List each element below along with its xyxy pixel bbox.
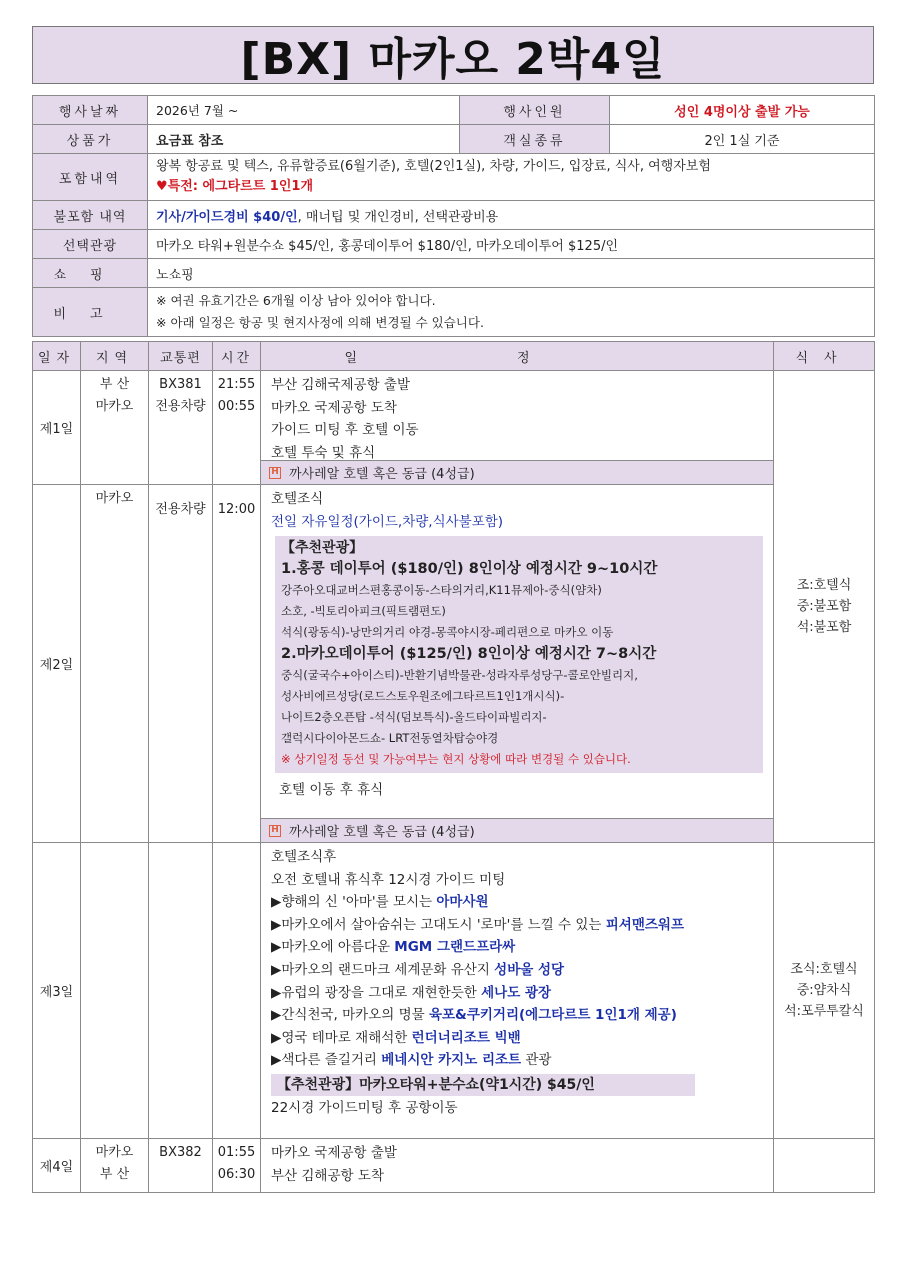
day2-tour2-title: 2.마카오데이투어 ($125/인) 8인이상 예정시간 7~8시간 [281, 646, 657, 662]
info-table [32, 95, 875, 337]
day1-time-1: 21:55 [217, 377, 256, 392]
header-meal: 식사 [774, 342, 875, 371]
header-day: 일자 [33, 342, 81, 371]
day4-region-1: 마카오 [95, 1145, 134, 1160]
day3-label: 제3일 [33, 843, 81, 1139]
event-date-label: 행사날짜 [33, 96, 148, 125]
day4-time-1: 01:55 [217, 1145, 256, 1160]
day3-item-6: ▶간식천국, 마카오의 명물 육포&쿠키거리(에그타르트 1인1개 제공) [271, 1007, 677, 1024]
day1-line-2: 마카오 국제공항 도착 [271, 399, 397, 416]
optional-label: 선택관광 [33, 230, 148, 259]
day1-row [33, 371, 875, 485]
excluded-fee: 기사/가이드경비 $40/인 [156, 209, 298, 225]
day2-meal-dinner: 석:불포함 [796, 620, 852, 635]
day3-item-8: ▶색다른 즐길거리 베네시안 카지노 리조트 관광 [271, 1052, 552, 1069]
excluded-rest: , 매너팁 및 개인경비, 선택관광비용 [297, 209, 499, 225]
room-type: 2인 1실 기준 [610, 125, 875, 154]
excluded-label: 불포함 내역 [33, 201, 148, 230]
day2-hotel: 까사레알 호텔 혹은 동급 (4성급) [289, 825, 475, 840]
note-schedule-change: ※ 아래 일정은 항공 및 현지사정에 의해 변경될 수 있습니다. [156, 315, 484, 330]
optional-tours: 마카오 타워+원분수쇼 $45/인, 홍콩데이투어 $180/인, 마카오데이투어 $125/인 [148, 230, 875, 259]
room-label: 객실종류 [460, 125, 610, 154]
day2-meal-lunch: 중:불포함 [796, 599, 852, 614]
day2-line-1: 호텔조식 [271, 491, 324, 507]
day2-tour1-line-2: 소호, -빅토리아피크(픽트램편도) [281, 604, 446, 618]
day4-line-2: 부산 김해공항 도착 [271, 1167, 384, 1184]
day3-line-3: 22시경 가이드미팅 후 공항이동 [271, 1099, 458, 1116]
day4-line-1: 마카오 국제공항 출발 [271, 1145, 397, 1161]
header-time: 시간 [213, 342, 261, 371]
day1-hotel-bar [261, 460, 773, 484]
price-label: 상품가 [33, 125, 148, 154]
note-passport: ※ 여권 유효기간은 6개월 이상 남아 있어야 합니다. [156, 293, 436, 308]
day1-hotel: 까사레알 호텔 혹은 동급 (4성급) [289, 467, 475, 482]
page-title: [BX] 마카오 2박4일 [32, 26, 874, 84]
day3-item-1: ▶향해의 신 '아마'를 모시는 아마사원 [271, 894, 489, 911]
header-transport: 교통편 [149, 342, 213, 371]
day1-label: 제1일 [33, 371, 81, 485]
day1-flight: BX381 [159, 377, 202, 392]
day1-region-2: 마카오 [95, 399, 134, 414]
day2-region: 마카오 [95, 491, 134, 506]
day2-tour1-title: 1.홍콩 데이투어 ($180/인) 8인이상 예정시간 9~10시간 [281, 561, 658, 577]
day1-line-1: 부산 김해국제공항 출발 [271, 377, 410, 393]
day3-row [33, 843, 875, 1139]
day3-recommended: 【추천관광】마카오타워+분수쇼(약1시간) $45/인 [271, 1074, 695, 1096]
hotel-icon: H [269, 467, 281, 479]
shopping: 노쇼핑 [148, 259, 875, 288]
day4-time-2: 06:30 [217, 1167, 256, 1182]
day4-flight: BX382 [159, 1145, 202, 1160]
day2-tour1-line-1: 강주아오대교버스편홍콩이동-스타의거리,K11뮤제아-중식(얌차) [281, 583, 602, 597]
day1-time-2: 00:55 [217, 399, 256, 414]
day2-rec-note: ※ 상기일정 동선 및 가능여부는 현지 상황에 따라 변경될 수 있습니다. [281, 752, 631, 766]
day2-rec-header: 【추천관광】 [281, 540, 364, 556]
day3-item-7: ▶영국 테마로 재해석한 런더너리조트 빅밴 [271, 1029, 521, 1046]
day2-hotel-bar [261, 818, 773, 842]
headcount: 성인 4명이상 출발 가능 [610, 96, 875, 125]
day3-line-2: 오전 호텔내 휴식후 12시경 가이드 미팅 [271, 871, 506, 888]
included-label: 포함내역 [33, 154, 148, 201]
event-date: 2026년 7월 ~ [148, 96, 460, 125]
day2-tour2-line-4: 갤럭시다이아몬드쇼- LRT전동열차탑승야경 [281, 731, 499, 745]
day2-vehicle: 전용차량 [155, 502, 206, 517]
day2-time: 12:00 [217, 502, 256, 517]
day3-meal-lunch: 중:얌차식 [796, 983, 852, 998]
day3-item-4: ▶마카오의 랜드마크 세계문화 유산지 성바울 성당 [271, 961, 565, 978]
day4-label: 제4일 [33, 1139, 81, 1193]
day3-item-3: ▶마카오에 아름다운 MGM 그랜드프라싸 [271, 939, 516, 956]
day3-line-1: 호텔조식후 [271, 849, 337, 865]
day3-meal-dinner: 석:포루투칼식 [784, 1004, 864, 1019]
included-special: ♥특전: 에그타르트 1인1개 [156, 179, 314, 194]
included-text: 왕복 항공료 및 텍스, 유류할증료(6월기준), 호텔(2인1실), 차량, 가이드, 입장료, 식사, 여행자보험 [156, 159, 711, 174]
day1-line-4: 호텔 투숙 및 휴식 [271, 444, 376, 461]
day3-meal-breakfast: 조식:호텔식 [790, 962, 858, 977]
day2-label: 제2일 [33, 485, 81, 843]
header-region: 지역 [81, 342, 149, 371]
day1-vehicle: 전용차량 [155, 399, 206, 414]
day3-item-2: ▶마카오에서 살아숨쉬는 고대도시 '로마'를 느낄 수 있는 피셔맨즈워프 [271, 916, 684, 933]
day2-tour1-line-3: 석식(광동식)-낭만의거리 야경-몽콕야시장-페리편으로 마카오 이동 [281, 625, 614, 639]
day2-tour2-line-2: 성사비에르성당(로드스토우원조에그타르트1인1개시식)- [281, 689, 565, 703]
shopping-label: 쇼핑 [33, 259, 148, 288]
header-itinerary: 일정 [261, 342, 774, 371]
day3-item-5: ▶유럽의 광장을 그대로 재현한듯한 세나도 광장 [271, 984, 552, 1001]
day2-meal-breakfast: 조:호텔식 [796, 578, 852, 593]
day1-region-1: 부 산 [99, 377, 130, 392]
day2-tour2-line-1: 중식(굴국수+아이스티)-반환기념박물관-성라자루성당구-콜로안빌리지, [281, 668, 638, 682]
price: 요금표 참조 [148, 125, 460, 154]
hotel-icon: H [269, 825, 281, 837]
day2-tour2-line-3: 나이트2층오픈탑 -석식(덤보특식)-올드타이파빌리지- [281, 710, 547, 724]
day2-line-2: 전일 자유일정(가이드,차량,식사불포함) [271, 513, 504, 530]
day2-line-3: 호텔 이동 후 휴식 [279, 782, 384, 798]
day4-row [33, 1139, 875, 1193]
day2-recommended-box [275, 536, 763, 773]
notes-label: 비고 [33, 288, 148, 337]
day2-row [33, 485, 875, 843]
day4-region-2: 부 산 [99, 1167, 130, 1182]
headcount-label: 행사인원 [460, 96, 610, 125]
schedule-table [32, 341, 875, 1193]
day1-line-3: 가이드 미팅 후 호텔 이동 [271, 422, 419, 438]
